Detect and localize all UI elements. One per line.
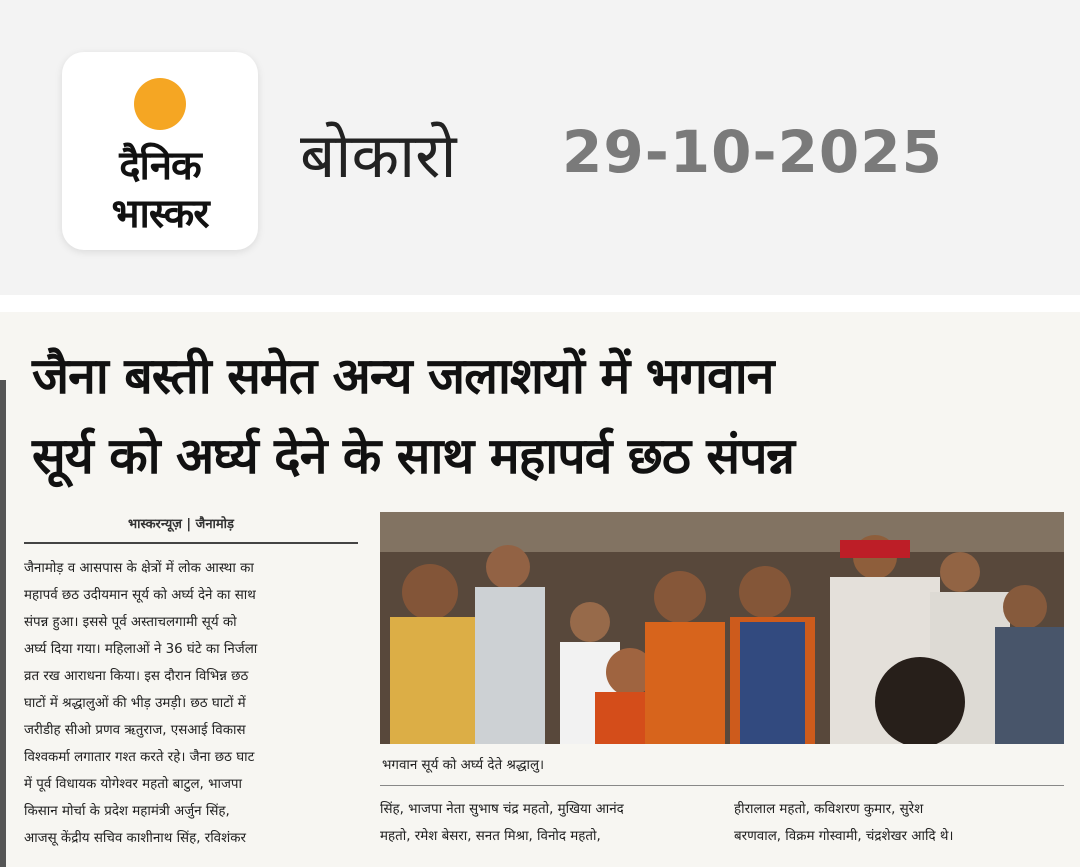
logo-text-line1: दैनिक — [119, 143, 201, 189]
caption-divider — [380, 785, 1064, 786]
devotees-photo — [380, 512, 1064, 744]
byline: भास्करन्यूज़ | जैनामोड़ — [128, 517, 235, 532]
body-line: जैनामोड़ व आसपास के क्षेत्रों में लोक आस्था का — [24, 561, 254, 576]
body-line: हीरालाल महतो, कविशरण कुमार, सुरेश — [734, 802, 924, 817]
body-line: में पूर्व विधायक योगेश्वर महतो बाटुल, भाजपा — [24, 777, 242, 792]
byline-divider — [24, 542, 358, 544]
crowd-illustration — [380, 512, 1064, 744]
article-body-column2 — [380, 796, 720, 850]
body-line: अर्घ्य दिया गया। महिलाओं ने 36 घंटे का निर्जला — [24, 642, 258, 657]
headline-line2: सूर्य को अर्घ्य देने के साथ महापर्व छठ संपन्न — [32, 427, 795, 485]
body-line: जरीडीह सीओ प्रणव ऋतुराज, एसआई विकास — [24, 723, 246, 738]
adjacent-column-edge — [0, 380, 6, 867]
body-line: व्रत रख आराधना किया। इस दौरान विभिन्न छठ — [24, 669, 249, 684]
photo-caption: भगवान सूर्य को अर्घ्य देते श्रद्धालु। — [382, 758, 545, 773]
body-line: घाटों में श्रद्धालुओं की भीड़ उमड़ी। छठ घाटों में — [24, 696, 246, 711]
body-line: किसान मोर्चा के प्रदेश महामंत्री अर्जुन सिंह, — [24, 804, 230, 819]
logo-text-line2: भास्कर — [111, 191, 209, 237]
body-line: बरणवाल, विक्रम गोस्वामी, चंद्रशेखर आदि थे। — [734, 829, 954, 844]
article-body-column1 — [24, 555, 364, 852]
body-line: महापर्व छठ उदीयमान सूर्य को अर्घ्य देने का साथ — [24, 588, 256, 603]
dainik-bhaskar-logo[interactable] — [62, 52, 258, 250]
headline-line1: जैना बस्ती समेत अन्य जलाशयों में भगवान — [32, 347, 774, 405]
body-line: संपन्न हुआ। इससे पूर्व अस्ताचलगामी सूर्य को — [24, 615, 237, 630]
edition-city: बोकारो — [300, 119, 457, 192]
body-line: विश्वकर्मा लगातार गश्त करते रहे। जैना छठ घाट — [24, 750, 255, 765]
body-line: महतो, रमेश बेसरा, सनत मिश्रा, विनोद महतो, — [380, 829, 601, 844]
body-line: आजसू केंद्रीय सचिव काशीनाथ सिंह, रविशंकर — [24, 831, 246, 846]
edition-date: 29-10-2025 — [562, 118, 943, 186]
article-body-column3 — [734, 796, 1064, 850]
sun-icon — [134, 78, 186, 130]
body-line: सिंह, भाजपा नेता सुभाष चंद्र महतो, मुखिया आनंद — [380, 802, 624, 817]
